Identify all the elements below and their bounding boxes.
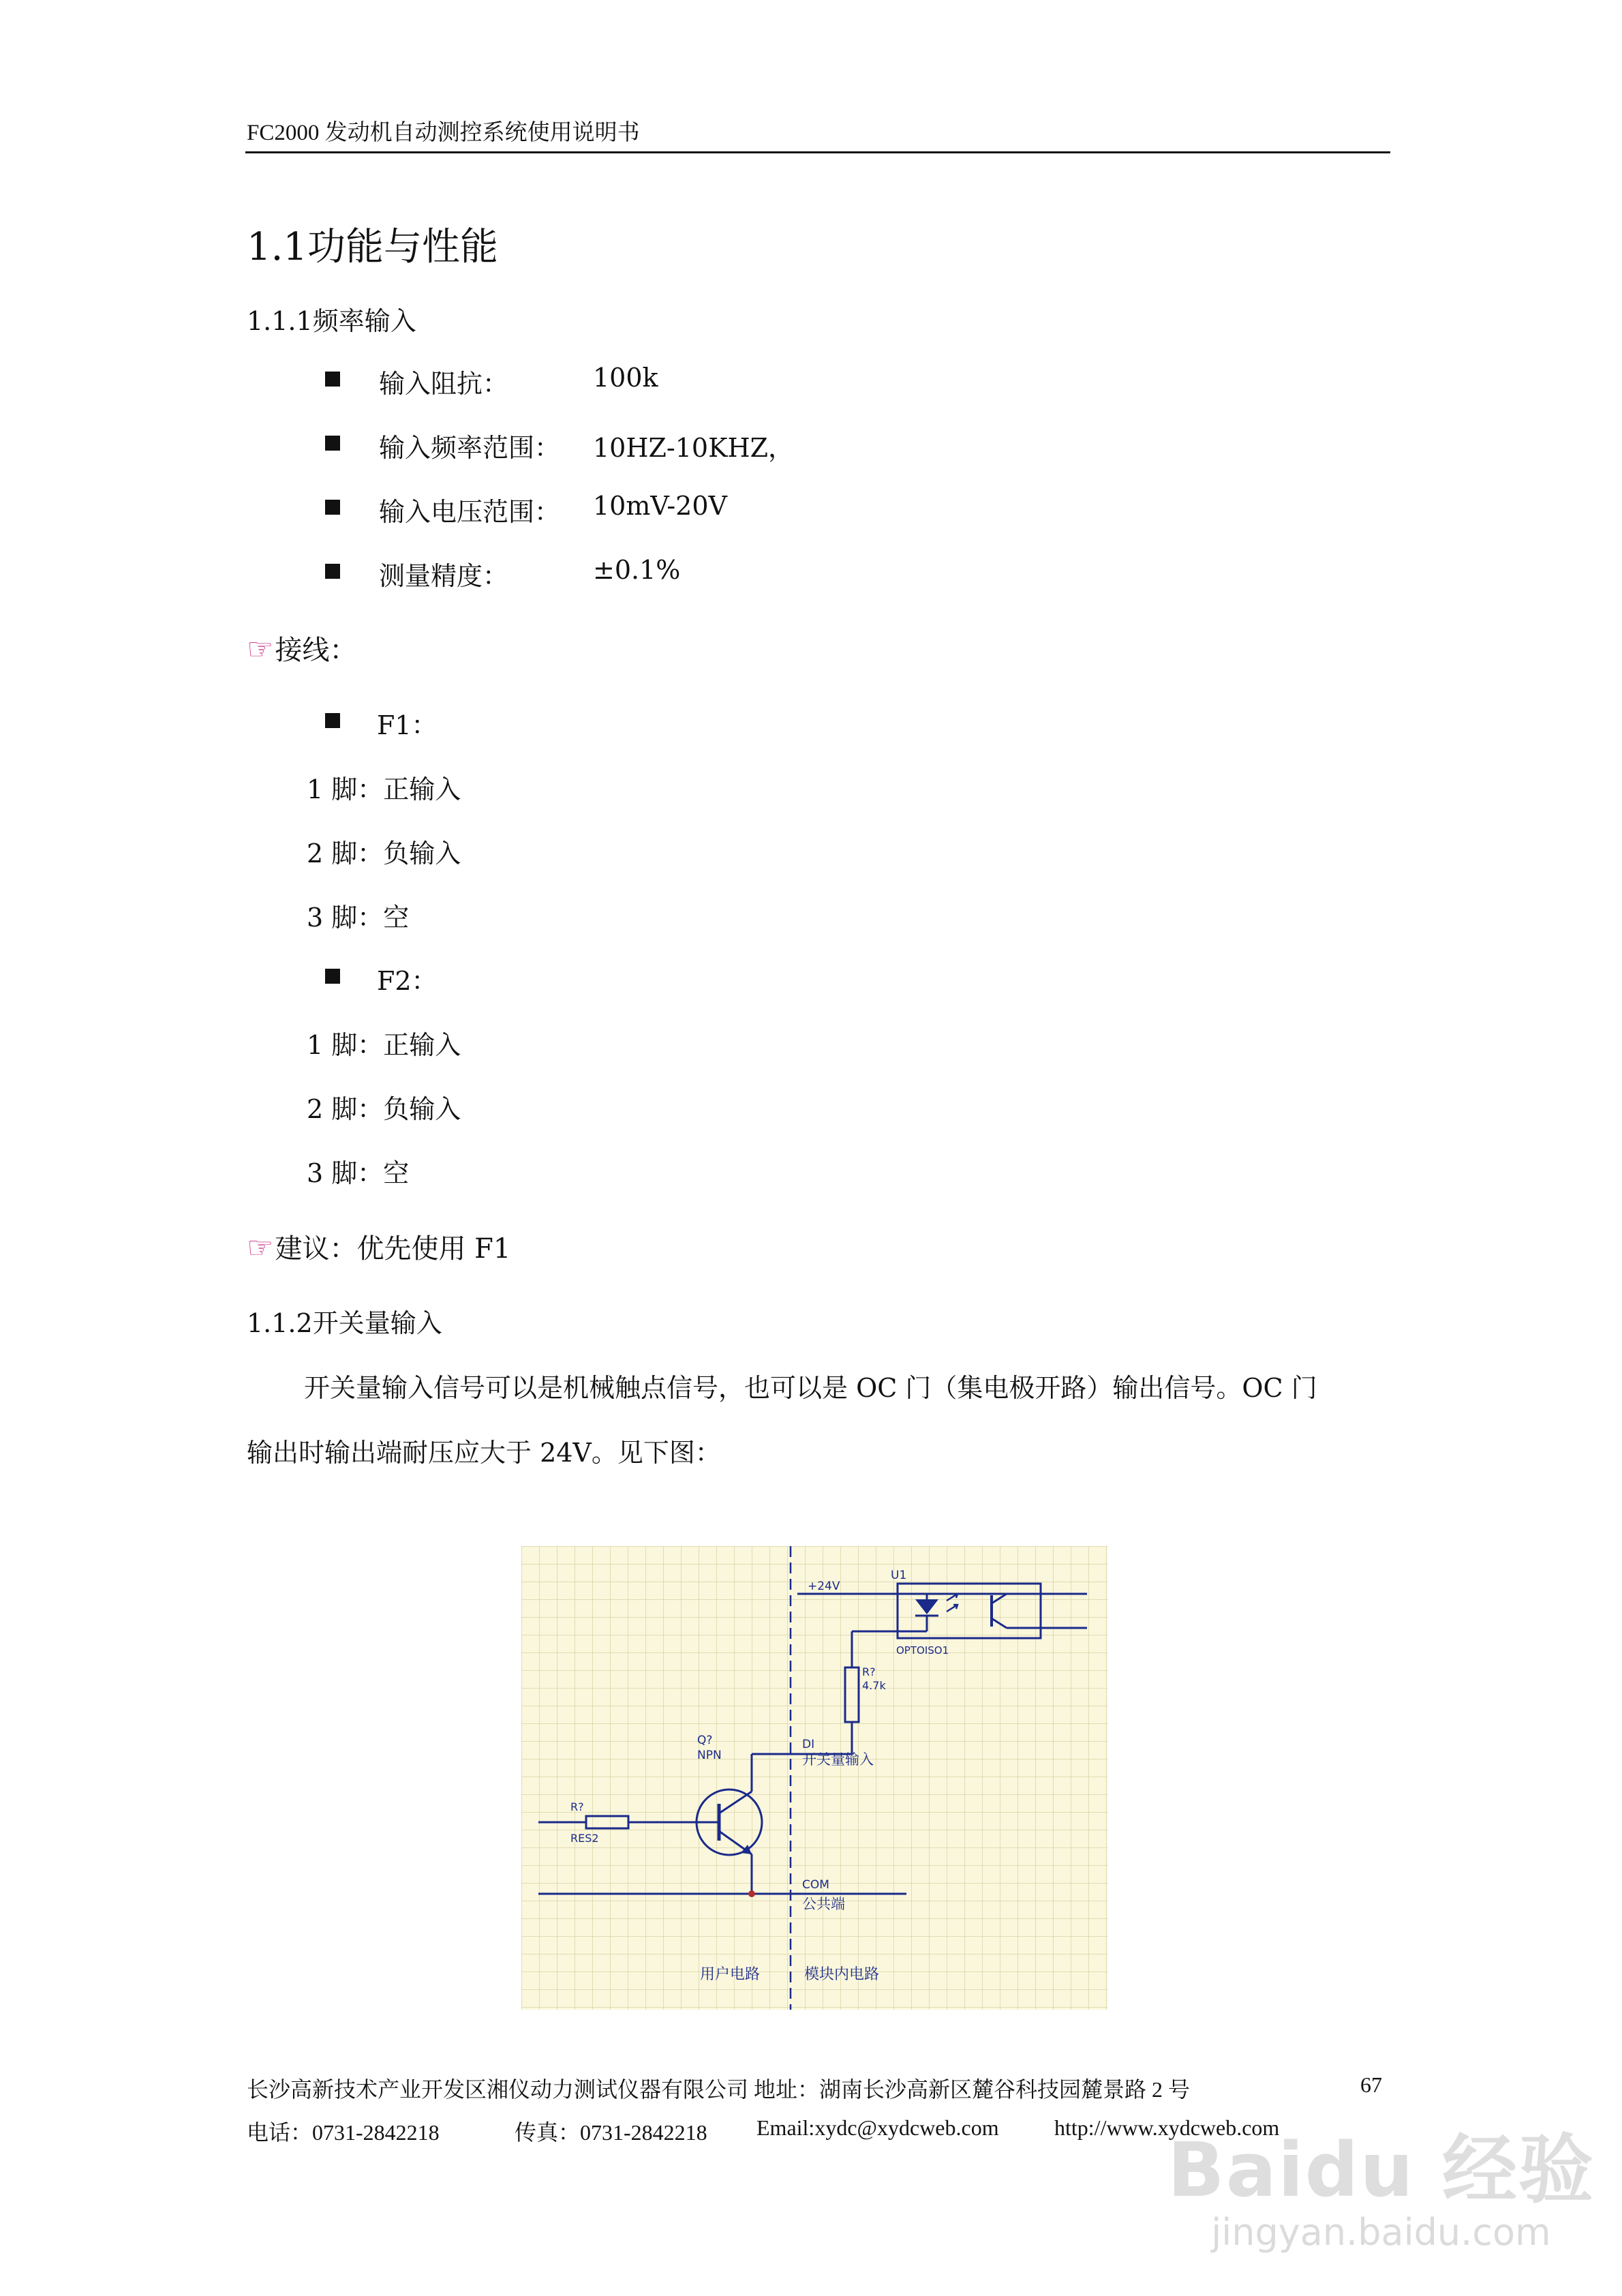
label-r-left: R? — [570, 1800, 584, 1813]
label-24v: +24V — [808, 1580, 840, 1593]
wiring-note — [247, 629, 356, 667]
suggestion-note — [247, 1227, 510, 1266]
bullet-icon — [325, 564, 340, 579]
label-res2: RES2 — [570, 1832, 599, 1845]
spec-label: 输入电压范围： — [379, 497, 561, 527]
pointing-hand-icon: ☞ — [247, 1230, 274, 1265]
watermark — [1167, 2110, 1595, 2254]
pin-line: 1 脚：正输入 — [307, 774, 461, 804]
group-name-f1: F1： — [377, 710, 438, 740]
label-user-circuit: 用户电路 — [700, 1966, 761, 1983]
spec-value: 10mV-20V — [593, 491, 727, 521]
footer-url: http://www.xydcweb.com — [1054, 2115, 1280, 2140]
spec-value: ±0.1% — [593, 555, 681, 585]
section-title: 1.1功能与性能 — [247, 225, 499, 269]
header-rule — [245, 151, 1390, 153]
footer-email: Email:xydc@xydcweb.com — [756, 2115, 999, 2140]
spec-value: 100k — [593, 363, 658, 393]
watermark-url: jingyan.baidu.com — [1211, 2211, 1551, 2254]
spec-label: 输入频率范围： — [379, 433, 561, 463]
bullet-icon — [325, 500, 340, 515]
label-di: DI — [802, 1738, 815, 1751]
label-r-top: R? — [862, 1665, 876, 1678]
pin-line: 3 脚：空 — [307, 1158, 410, 1188]
pin-line: 3 脚：空 — [307, 903, 410, 933]
watermark-logo: Baidu 经验 — [1167, 2126, 1595, 2214]
spec-value: 10HZ-10KHZ， — [593, 433, 795, 463]
label-di-cn: 开关量输入 — [802, 1751, 874, 1768]
label-com-cn: 公共端 — [802, 1896, 845, 1912]
label-npn: NPN — [697, 1749, 722, 1762]
group-name-f2: F2： — [377, 966, 438, 996]
bullet-icon — [325, 969, 340, 984]
label-u1: U1 — [891, 1569, 907, 1582]
label-module-circuit: 模块内电路 — [804, 1966, 880, 1983]
paragraph-line-2: 输出时输出端耐压应大于 24V。见下图： — [247, 1438, 721, 1468]
pin-line: 1 脚：正输入 — [307, 1030, 461, 1060]
subsection-title-frequency: 1.1.1频率输入 — [247, 306, 416, 336]
bullet-icon — [325, 436, 340, 451]
wiring-title: 接线： — [275, 635, 357, 666]
footer-phone: 电话：0731-2842218 — [247, 2120, 440, 2145]
junction-node — [748, 1890, 755, 1897]
pin-line: 2 脚：负输入 — [307, 1094, 461, 1124]
pin-line: 2 脚：负输入 — [307, 839, 461, 868]
suggestion-text: 建议：优先使用 F1 — [275, 1233, 511, 1265]
bullet-icon — [325, 372, 340, 387]
circuit-diagram — [521, 1546, 1107, 2010]
paragraph-line-1: 开关量输入信号可以是机械触点信号，也可以是 OC 门（集电极开路）输出信号。OC 门 — [304, 1373, 1317, 1403]
grid-lines — [521, 1546, 1107, 2010]
document-header-title: FC2000 发动机自动测控系统使用说明书 — [247, 121, 640, 145]
label-r-top-value: 4.7k — [862, 1679, 886, 1692]
spec-label: 输入阻抗： — [379, 369, 509, 399]
label-q: Q? — [697, 1734, 713, 1747]
footer-fax: 传真：0731-2842218 — [515, 2120, 707, 2145]
pointing-hand-icon: ☞ — [247, 632, 274, 667]
page-number: 67 — [1360, 2072, 1382, 2097]
label-com: COM — [802, 1878, 829, 1892]
subsection-title-switch: 1.1.2开关量输入 — [247, 1308, 442, 1338]
spec-label: 测量精度： — [379, 561, 509, 591]
bullet-icon — [325, 713, 340, 728]
footer-company-address: 长沙高新技术产业开发区湘仪动力测试仪器有限公司 地址：湖南长沙高新区麓谷科技园麓景路 2 号 — [247, 2077, 1191, 2102]
label-opto: OPTOISO1 — [896, 1644, 949, 1657]
